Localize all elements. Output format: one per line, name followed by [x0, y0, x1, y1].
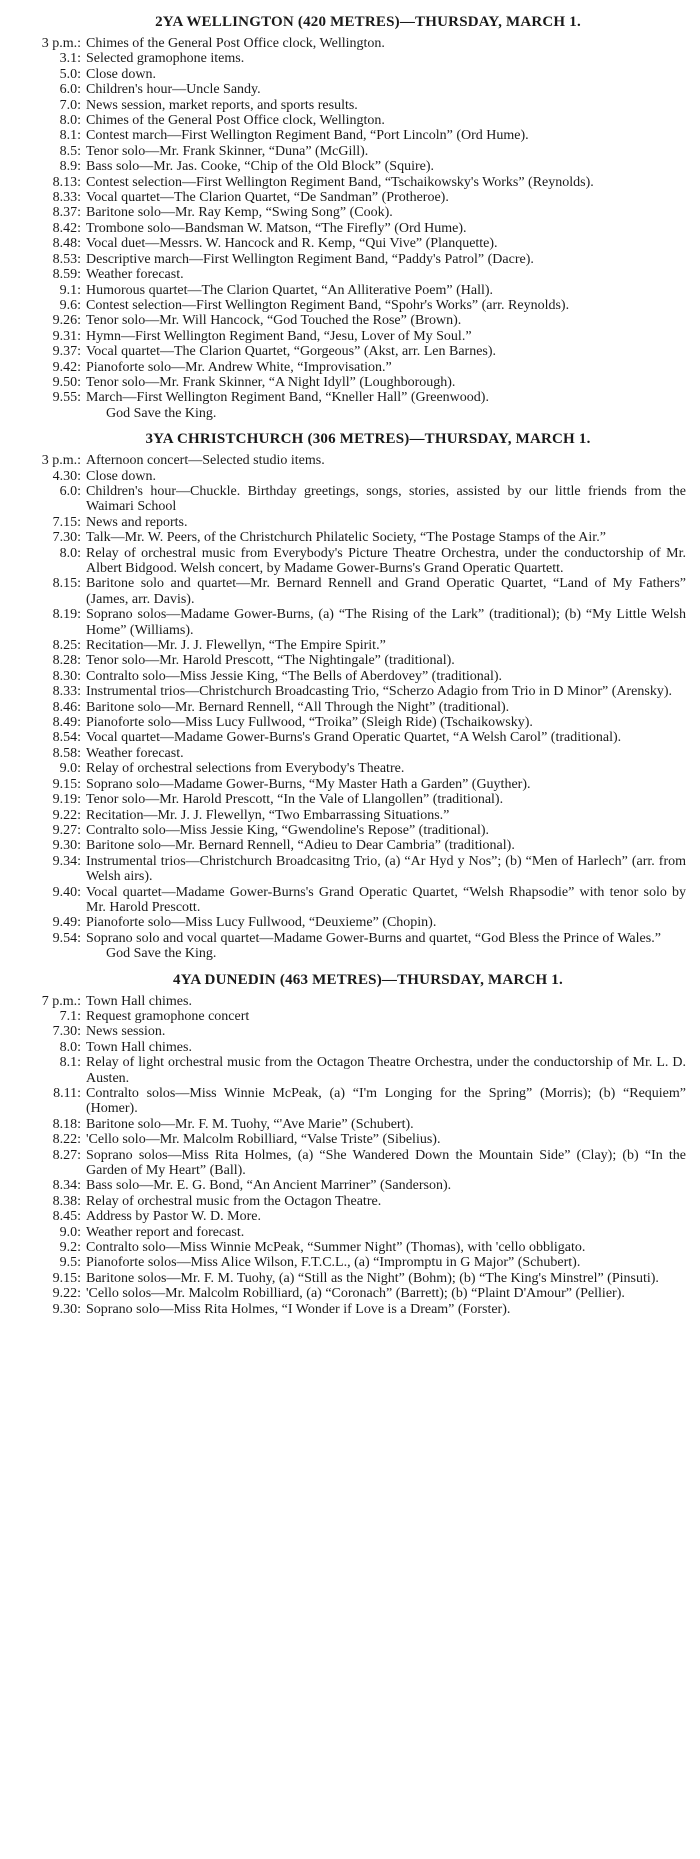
entry-time: 7.15:	[52, 514, 81, 530]
entry-description: 'Cello solo—Mr. Malcolm Robilliard, “Valse Triste” (Sibelius).	[86, 1132, 441, 1148]
entry-time: 7.30:	[52, 1024, 81, 1040]
entry-description: 'Cello solos—Mr. Malcolm Robilliard, (a) “Coronach” (Barrett); (b) “Plaint D'Amour” (Pellier).	[86, 1286, 625, 1302]
entry-description: Trombone solo—Bandsman W. Matson, “The Firefly” (Ord Hume).	[86, 220, 467, 236]
entry-time: 9.31:	[52, 328, 81, 344]
entry-description: Bass solo—Mr. Jas. Cooke, “Chip of the Old Block” (Squire).	[86, 159, 435, 175]
entry-time: 8.46:	[52, 699, 81, 715]
programme-entry	[10, 515, 686, 530]
programme-entry	[10, 1302, 686, 1317]
entry-time: 9.6:	[59, 297, 81, 313]
programme-entry	[10, 994, 686, 1009]
entry-description: Relay of light orchestral music from the Octagon Theatre Orchestra, under the conductorship of Mr. L. D. Austen.	[86, 1055, 686, 1086]
entry-time: 8.1:	[59, 1055, 81, 1071]
entry-description: Close down.	[86, 66, 156, 82]
station-heading: 3YA CHRISTCHURCH (306 METRES)—THURSDAY, MARCH 1.	[145, 431, 591, 448]
entry-description: March—First Wellington Regiment Band, “Kneller Hall” (Greenwood).	[86, 390, 489, 406]
entry-description: Baritone solo and quartet—Mr. Bernard Rennell and Grand Operatic Quartet, “Land of My Fathers” (James, arr. Davis).	[86, 576, 686, 607]
programme-entry	[10, 885, 686, 916]
entry-time: 9.19:	[52, 792, 81, 808]
entry-description: Afternoon concert—Selected studio items.	[86, 453, 325, 469]
programme-entry	[10, 267, 686, 282]
programme-entry	[10, 298, 686, 313]
entry-time: 8.58:	[52, 745, 81, 761]
entry-description: Selected gramophone items.	[86, 51, 245, 67]
entry-description: Tenor solo—Mr. Harold Prescott, “The Nightingale” (traditional).	[86, 653, 455, 669]
entry-time: 9.0:	[59, 761, 81, 777]
entry-description: News session, market reports, and sports results.	[86, 97, 358, 113]
programme-entry	[10, 221, 686, 236]
programme-entry	[10, 1009, 686, 1024]
entry-description: Weather forecast.	[86, 267, 184, 283]
entry-time: 8.49:	[52, 715, 81, 731]
entry-description: Vocal quartet—The Clarion Quartet, “Gorgeous” (Akst, arr. Len Barnes).	[86, 344, 497, 360]
programme-entry	[10, 484, 686, 515]
entry-time: 7 p.m.:	[41, 993, 81, 1009]
entry-time: 8.37:	[52, 205, 81, 221]
programme-entry	[10, 777, 686, 792]
entry-time: 8.0:	[59, 545, 81, 561]
entry-description: Talk—Mr. W. Peers, of the Christchurch Philatelic Society, “The Postage Stamps of the Air.”	[86, 530, 606, 546]
entry-time: 9.37:	[52, 344, 81, 360]
entry-time: 8.59:	[52, 267, 81, 283]
entry-description: Soprano solo—Miss Rita Holmes, “I Wonder if Love is a Dream” (Forster).	[86, 1301, 511, 1317]
entry-time: 8.53:	[52, 251, 81, 267]
entry-time: 8.48:	[52, 236, 81, 252]
programme-entry	[10, 469, 686, 484]
entry-time: 7.30:	[52, 530, 81, 546]
entry-time: 9.22:	[52, 1286, 81, 1302]
programme-entry	[10, 1086, 686, 1117]
programme-entry	[10, 236, 686, 251]
programme-entry	[10, 283, 686, 298]
entry-time: 9.0:	[59, 1224, 81, 1240]
entry-time: 7.0:	[59, 97, 81, 113]
entry-description: Recitation—Mr. J. J. Flewellyn, “Two Embarrassing Situations.”	[86, 807, 450, 823]
entry-description: Bass solo—Mr. E. G. Bond, “An Ancient Marriner” (Sanderson).	[86, 1178, 452, 1194]
entry-description: Soprano solo and vocal quartet—Madame Gower-Burns and quartet, “God Bless the Prince of Wales.”	[86, 930, 661, 946]
programme-entry	[10, 607, 686, 638]
entry-description: Soprano solos—Madame Gower-Burns, (a) “The Rising of the Lark” (traditional); (b) “My Little Welsh Home” (Williams).	[86, 607, 686, 638]
programme-entry	[10, 715, 686, 730]
entry-description: Request gramophone concert	[86, 1008, 250, 1024]
entry-description: Relay of orchestral music from Everybody's Picture Theatre Orchestra, under the conductorship of Mr. Albert Bidgood. Welsh concert, by Madame Gower-Burns's Grand Operatic Quartett.	[86, 545, 686, 576]
programme-entry	[10, 1024, 686, 1039]
entry-time: 8.0:	[59, 113, 81, 129]
programme-entry	[10, 190, 686, 205]
entry-time: 9.15:	[52, 776, 81, 792]
entry-description: Vocal quartet—Madame Gower-Burns's Grand Operatic Quartet, “Welsh Rhapsodie” with tenor solo by Mr. Harold Prescott.	[86, 884, 686, 915]
programme-entry	[10, 313, 686, 328]
programme-entry	[10, 746, 686, 761]
entry-time: 9.34:	[52, 853, 81, 869]
programme-entry	[10, 98, 686, 113]
programme-entry	[10, 1240, 686, 1255]
entry-description: Instrumental trios—Christchurch Broadcasitng Trio, (a) “Ar Hyd y Nos”; (b) “Men of Harlech” (arr. from Welsh airs).	[86, 853, 686, 885]
programme-entry	[10, 159, 686, 174]
entry-description: Contralto solo—Miss Winnie McPeak, “Summer Night” (Thomas), with 'cello obbligato.	[86, 1240, 586, 1256]
closing-anthem: God Save the King.	[106, 405, 217, 421]
programme-entry	[10, 1178, 686, 1193]
programme-entry	[10, 808, 686, 823]
entry-time: 8.1:	[59, 128, 81, 144]
closing-anthem: God Save the King.	[106, 946, 217, 962]
programme-entry	[10, 1286, 686, 1301]
entry-time: 9.50:	[52, 374, 81, 390]
entry-description: Chimes of the General Post Office clock, Wellington.	[86, 36, 385, 51]
programme-entry	[10, 453, 686, 468]
programme-entry	[10, 360, 686, 375]
entry-time: 9.42:	[52, 359, 81, 375]
entry-time: 9.2:	[59, 1240, 81, 1256]
entry-time: 8.11:	[53, 1086, 81, 1101]
programme-entry	[10, 375, 686, 390]
entry-time: 6.0:	[59, 483, 81, 499]
station-section	[10, 14, 686, 421]
programme-entry	[10, 1271, 686, 1286]
entry-time: 8.18:	[52, 1116, 81, 1132]
entry-time: 8.0:	[59, 1039, 81, 1055]
entry-description: Tenor solo—Mr. Frank Skinner, “A Night Idyll” (Loughborough).	[86, 374, 456, 390]
entry-description: Pianoforte solo—Miss Lucy Fullwood, “Deuxieme” (Chopin).	[86, 915, 437, 931]
entry-description: News session.	[86, 1024, 166, 1040]
programme-entry	[10, 1055, 686, 1086]
entry-description: Instrumental trios—Christchurch Broadcasting Trio, “Scherzo Adagio from Trio in D Minor” (Arensky).	[86, 684, 672, 700]
entry-time: 9.22:	[52, 807, 81, 823]
entry-time: 8.15:	[52, 576, 81, 592]
entry-time: 9.30:	[52, 838, 81, 854]
programme-entry	[10, 36, 686, 51]
entry-time: 8.19:	[52, 607, 81, 623]
entry-description: Contest march—First Wellington Regiment Band, “Port Lincoln” (Ord Hume).	[86, 128, 529, 144]
programme-entry	[10, 854, 686, 885]
entry-description: Tenor solo—Mr. Frank Skinner, “Duna” (McGill).	[86, 143, 369, 159]
entry-description: Children's hour—Uncle Sandy.	[86, 82, 261, 98]
programme-entry	[10, 915, 686, 930]
programme-entry	[10, 113, 686, 128]
entry-time: 8.33:	[52, 684, 81, 700]
programme-entry	[10, 792, 686, 807]
entry-time: 8.27:	[52, 1147, 81, 1163]
entry-time: 8.38:	[52, 1193, 81, 1209]
station-heading: 2YA WELLINGTON (420 METRES)—THURSDAY, MARCH 1.	[155, 14, 581, 30]
programme-entry	[10, 761, 686, 776]
entry-time: 3 p.m.:	[41, 36, 81, 51]
programme-entry	[10, 1040, 686, 1055]
programme-entry	[10, 669, 686, 684]
programme-entry	[10, 51, 686, 66]
entry-description: Tenor solo—Mr. Will Hancock, “God Touched the Rose” (Brown).	[86, 313, 462, 329]
programme-entry	[10, 931, 686, 946]
entry-description: Soprano solos—Miss Rita Holmes, (a) “She Wandered Down the Mountain Side” (Clay); (b) “In the Garden of My Heart” (Ball).	[86, 1147, 686, 1179]
entry-description: Children's hour—Chuckle. Birthday greetings, songs, stories, assisted by our little friends from the Waimari School	[86, 483, 686, 515]
entry-description: Relay of orchestral selections from Everybody's Theatre.	[86, 761, 405, 777]
entry-description: Pianoforte solos—Miss Alice Wilson, F.T.C.L., (a) “Impromptu in G Major” (Schubert).	[86, 1255, 581, 1271]
programme-entry	[10, 390, 686, 405]
entry-description: Contest selection—First Wellington Regiment Band, “Spohr's Works” (arr. Reynolds).	[86, 297, 570, 313]
entry-time: 9.26:	[52, 313, 81, 329]
entry-description: Baritone solo—Mr. Ray Kemp, “Swing Song” (Cook).	[86, 205, 393, 221]
entry-time: 8.34:	[52, 1178, 81, 1194]
entry-description: Contest selection—First Wellington Regiment Band, “Tschaikowsky's Works” (Reynolds).	[86, 174, 594, 190]
entry-description: Vocal quartet—Madame Gower-Burns's Grand Operatic Quartet, “A Welsh Carol” (traditional).	[86, 730, 622, 746]
entry-time: 8.25:	[52, 638, 81, 654]
entry-description: Weather forecast.	[86, 745, 184, 761]
programme-entry	[10, 128, 686, 143]
station-heading: 4YA DUNEDIN (463 METRES)—THURSDAY, MARCH 1.	[173, 971, 563, 988]
programme-entry	[10, 838, 686, 853]
entry-description: Weather report and forecast.	[86, 1224, 245, 1240]
entry-description: Baritone solos—Mr. F. M. Tuohy, (a) “Still as the Night” (Bohm); (b) “The King's Minstrel” (Pinsuti).	[86, 1270, 659, 1286]
entry-description: Town Hall chimes.	[86, 993, 192, 1009]
programme-entry	[10, 1209, 686, 1224]
programme-entry	[10, 175, 686, 190]
entry-description: Baritone solo—Mr. Bernard Rennell, “All Through the Night” (traditional).	[86, 699, 510, 715]
programme-entry	[10, 823, 686, 838]
entry-time: 9.54:	[52, 930, 81, 946]
entry-time: 8.42:	[52, 220, 81, 236]
entry-description: Chimes of the General Post Office clock, Wellington.	[86, 113, 385, 129]
entry-description: Town Hall chimes.	[86, 1039, 192, 1055]
entry-time: 9.49:	[52, 915, 81, 931]
programme-entry	[10, 684, 686, 699]
entry-description: Humorous quartet—The Clarion Quartet, “An Alliterative Poem” (Hall).	[86, 282, 494, 298]
entry-time: 3.1:	[59, 51, 81, 67]
entry-description: Descriptive march—First Wellington Regiment Band, “Paddy's Patrol” (Dacre).	[86, 251, 534, 267]
entry-time: 9.40:	[52, 884, 81, 900]
entry-description: Pianoforte solo—Mr. Andrew White, “Improvisation.”	[86, 359, 392, 375]
entry-time: 5.0:	[59, 66, 81, 82]
programme-entry	[10, 1132, 686, 1147]
entry-description: Pianoforte solo—Miss Lucy Fullwood, “Troika” (Sleigh Ride) (Tschaikowsky).	[86, 715, 533, 731]
programme-entry	[10, 638, 686, 653]
programme-entry	[10, 1255, 686, 1270]
entry-description: Relay of orchestral music from the Octagon Theatre.	[86, 1193, 382, 1209]
entry-time: 8.9:	[59, 159, 81, 175]
programme-entry	[10, 1225, 686, 1240]
entry-description: Recitation—Mr. J. J. Flewellyn, “The Empire Spirit.”	[86, 638, 386, 654]
entry-time: 9.55:	[52, 390, 81, 406]
entry-description: Address by Pastor W. D. More.	[86, 1209, 261, 1225]
station-section	[10, 972, 686, 1318]
entry-time: 6.0:	[59, 82, 81, 98]
station-section	[10, 431, 686, 961]
entry-description: Vocal quartet—The Clarion Quartet, “De Sandman” (Protheroe).	[86, 190, 449, 206]
entry-time: 8.22:	[52, 1132, 81, 1148]
programme-entry	[10, 329, 686, 344]
programme-entry	[10, 144, 686, 159]
entry-time: 7.1:	[59, 1008, 81, 1024]
entry-time: 4.30:	[52, 468, 81, 484]
programme-entry	[10, 67, 686, 82]
entry-description: Baritone solo—Mr. Bernard Rennell, “Adieu to Dear Cambria” (traditional).	[86, 838, 515, 854]
programme-entry	[10, 530, 686, 545]
entry-time: 8.5:	[59, 143, 81, 159]
programme-entry	[10, 1148, 686, 1179]
entry-time: 3 p.m.:	[41, 453, 81, 469]
entry-time: 8.13:	[52, 174, 81, 190]
entry-description: Contralto solo—Miss Jessie King, “Gwendoline's Repose” (traditional).	[86, 822, 490, 838]
entry-description: Soprano solo—Madame Gower-Burns, “My Master Hath a Garden” (Guyther).	[86, 776, 531, 792]
programme-entry	[10, 700, 686, 715]
entry-description: Close down.	[86, 468, 156, 484]
entry-description: Tenor solo—Mr. Harold Prescott, “In the Vale of Llangollen” (traditional).	[86, 792, 504, 808]
entry-time: 9.1:	[59, 282, 81, 298]
programme-entry	[10, 205, 686, 220]
entry-time: 8.33:	[52, 190, 81, 206]
programme-entry	[10, 1117, 686, 1132]
entry-description: Baritone solo—Mr. F. M. Tuohy, “'Ave Marie” (Schubert).	[86, 1116, 414, 1132]
entry-time: 8.54:	[52, 730, 81, 746]
programme-entry	[10, 1194, 686, 1209]
programme-entry	[10, 730, 686, 745]
programme-entry	[10, 82, 686, 97]
entry-time: 9.15:	[52, 1270, 81, 1286]
entry-description: News and reports.	[86, 514, 188, 530]
entry-description: Contralto solos—Miss Winnie McPeak, (a) “I'm Longing for the Spring” (Morris); (b) “Requiem” (Homer).	[86, 1086, 686, 1117]
entry-time: 9.30:	[52, 1301, 81, 1317]
entry-time: 8.45:	[52, 1209, 81, 1225]
entry-description: Contralto solo—Miss Jessie King, “The Bells of Aberdovey” (traditional).	[86, 668, 503, 684]
entry-description: Hymn—First Wellington Regiment Band, “Jesu, Lover of My Soul.”	[86, 328, 472, 344]
entry-time: 8.28:	[52, 653, 81, 669]
entry-time: 9.5:	[59, 1255, 81, 1271]
entry-time: 9.27:	[52, 822, 81, 838]
programme-entry	[10, 344, 686, 359]
programme-entry	[10, 576, 686, 607]
programme-entry	[10, 546, 686, 577]
programme-entry	[10, 252, 686, 267]
programme-entry	[10, 653, 686, 668]
entry-time: 8.30:	[52, 668, 81, 684]
entry-description: Vocal duet—Messrs. W. Hancock and R. Kemp, “Qui Vive” (Planquette).	[86, 236, 498, 252]
